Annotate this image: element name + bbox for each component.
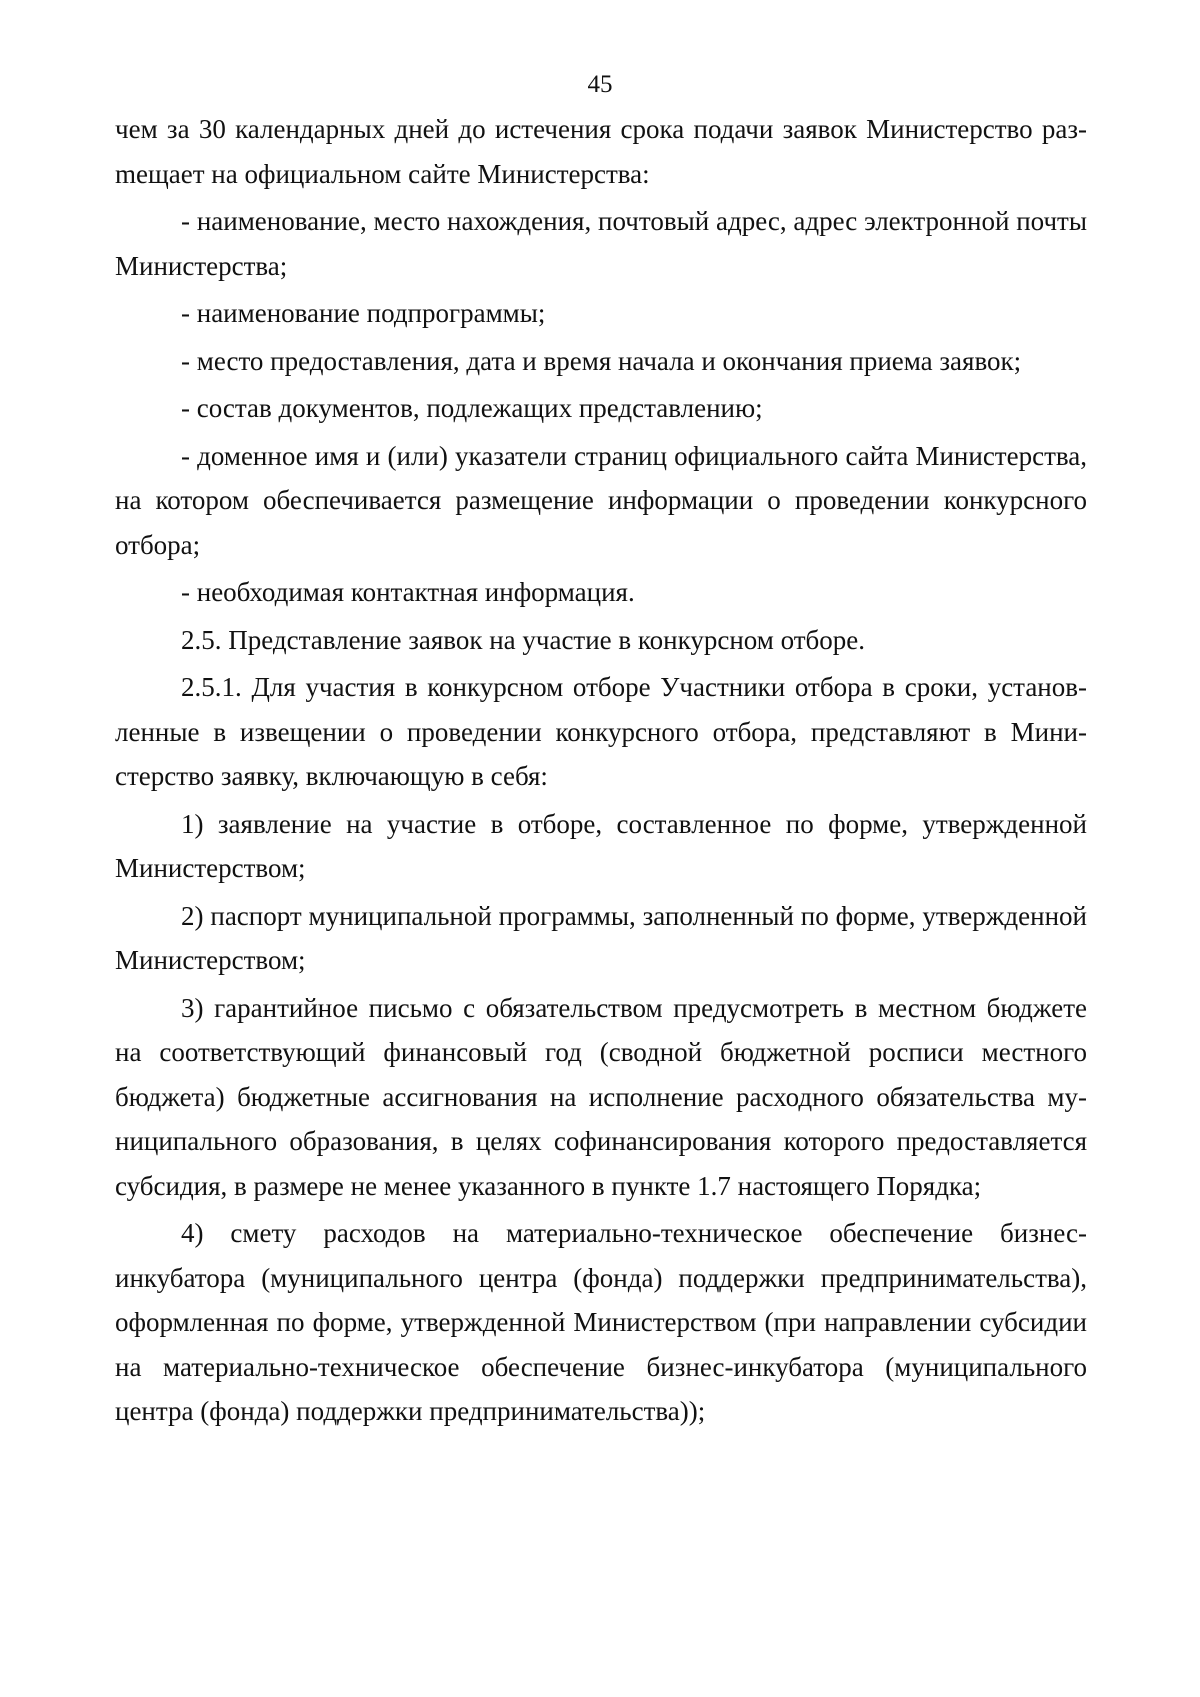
numbered-item-2: 2) паспорт муниципальной программы, заполненный по форме, утвержденной Министерством;: [115, 900, 1087, 975]
list-item-domain: - доменное имя и (или) указатели страниц официального сайта Министерства, на котором обеспечивается размещение информации о проведении конкурсного отбора;: [115, 440, 1087, 560]
clause-2-5-1: 2.5.1. Для участия в конкурсном отборе Участники отбора в сроки, установленные в извещении о проведении конкурсного отбора, представляют в Министерство заявку, включающую в себя:: [115, 672, 1087, 791]
list-item-name-location: - наименование, место нахождения, почтовый адрес, адрес электронной почты Министерства;: [115, 206, 1087, 281]
document-body: [115, 107, 1087, 1437]
list-item-contacts: - необходимая контактная информация.: [181, 577, 635, 607]
list-item-documents: - состав документов, подлежащих представлению;: [181, 393, 763, 423]
list-item-subprogram: - наименование подпрограммы;: [181, 298, 546, 328]
numbered-item-4: 4) смету расходов на материально-техническое обеспечение бизнес-инкубатора (муниципального центра (фонда) поддержки предпринимательства), оформленная по форме, утвержденной Министерством (при направлении субсидии на материально-техническое обеспечение бизнес-инкубатора (муниципального центра (фонда) поддержки предпринимательства));: [115, 1218, 1087, 1426]
page-number: 45: [587, 71, 613, 98]
list-item-place-dates: - место предоставления, дата и время начала и окончания приема заявок;: [181, 345, 1022, 376]
section-heading-2-5: 2.5. Представление заявок на участие в конкурсном отборе.: [181, 624, 866, 655]
numbered-item-1: 1) заявление на участие в отборе, составленное по форме, утвержденной Министерством;: [115, 808, 1087, 883]
paragraph: чем за 30 календарных дней до истечения срока подачи заявок Министерство разmещает на официальном сайте Министерства:: [115, 114, 1087, 189]
numbered-item-3: 3) гарантийное письмо с обязательством предусмотреть в местном бюджете на соответствующий финансовый год (сводной бюджетной росписи местного бюджета) бюджетные ассигнования на исполнение расходного обязательства муниципального образования, в целях софинансирования которого предоставляется субсидия, в размере не менее указанного в пункте 1.7 настоящего Порядка;: [115, 992, 1087, 1201]
